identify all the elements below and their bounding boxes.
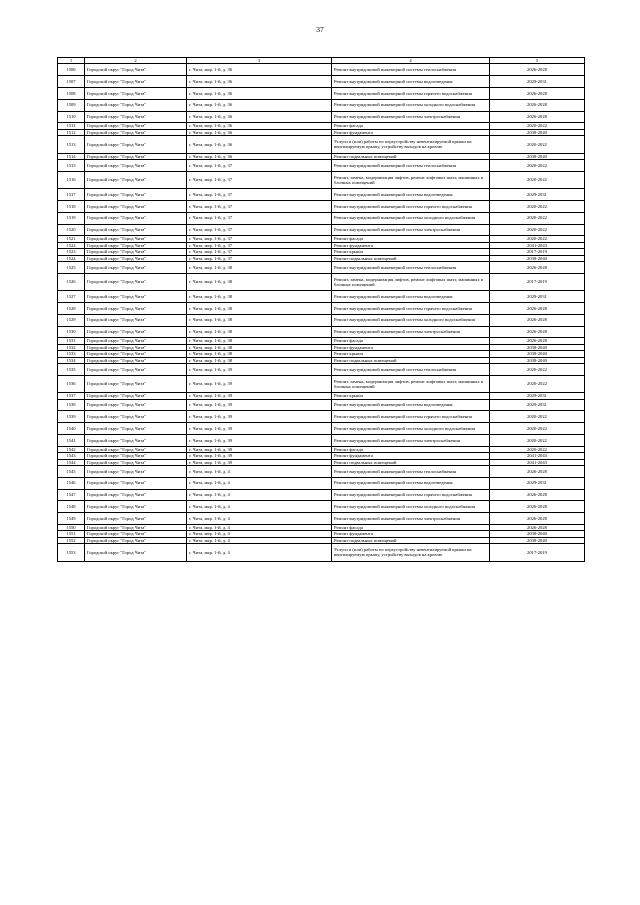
table-row [58,224,585,236]
organization-cell: Городской округ "Город Чита" [85,153,187,159]
row-number-cell: 1528 [58,302,85,314]
period-cell: 2029-2031 [490,393,585,399]
table-row [58,501,585,513]
work-type-cell: Ремонт внутридомовой инженерной системы горячего водоснабжения [332,411,490,423]
period-cell: 2020-2022 [490,364,585,376]
row-number-cell: 1517 [58,189,85,201]
period-cell: 2038-2040 [490,357,585,363]
work-type-cell: Ремонт внутридомовой инженерной системы холодного водоснабжения [332,99,490,111]
organization-cell: Городской округ "Город Чита" [85,434,187,446]
organization-cell: Городской округ "Город Чита" [85,393,187,399]
address-cell: г. Чита, мкр. 1-й, д. 39 [187,446,332,452]
period-cell: 2029-2031 [490,291,585,303]
period-cell: 2026-2028 [490,314,585,326]
row-number-cell: 1551 [58,531,85,537]
work-type-cell: Ремонт крыши [332,351,490,357]
work-type-cell: Ремонт фундамента [332,344,490,350]
address-cell: г. Чита, мкр. 1-й, д. 36 [187,99,332,111]
organization-cell: Городской округ "Город Чита" [85,531,187,537]
work-type-cell: Ремонт, замена, модернизация лифтов, ремонт лифтовых шахт, машинных и блочных помещений [332,375,490,392]
address-cell: г. Чита, мкр. 1-й, д. 37 [187,212,332,224]
work-type-cell: Ремонт внутридомовой инженерной системы теплоснабжения [332,466,490,478]
work-type-cell: Ремонт фундамента [332,453,490,459]
address-cell: г. Чита, мкр. 1-й, д. 36 [187,88,332,100]
address-cell: г. Чита, мкр. 1-й, д. 4 [187,544,332,561]
period-cell: 2038-2040 [490,531,585,537]
work-type-cell: Ремонт фасада [332,236,490,242]
organization-cell: Городской округ "Город Чита" [85,291,187,303]
row-number-cell: 1526 [58,273,85,290]
address-cell: г. Чита, мкр. 1-й, д. 37 [187,255,332,261]
row-number-cell: 1522 [58,242,85,248]
row-number-cell: 1525 [58,262,85,274]
column-header: 3 [187,58,332,64]
work-type-cell: Ремонт внутридомовой инженерной системы холодного водоснабжения [332,423,490,435]
organization-cell: Городской округ "Город Чита" [85,399,187,411]
row-number-cell: 1515 [58,160,85,172]
organization-cell: Городской округ "Город Чита" [85,314,187,326]
period-cell: 2026-2028 [490,111,585,123]
row-number-cell: 1532 [58,344,85,350]
work-type-cell: Ремонт внутридомовой инженерной системы водоотведения [332,477,490,489]
organization-cell: Городской округ "Город Чита" [85,364,187,376]
period-cell: 2026-2028 [490,513,585,525]
row-number-cell: 1506 [58,64,85,76]
period-cell: 2020-2022 [490,224,585,236]
organization-cell: Городской округ "Город Чита" [85,249,187,255]
row-number-cell: 1523 [58,249,85,255]
address-cell: г. Чита, мкр. 1-й, д. 36 [187,123,332,129]
address-cell: г. Чита, мкр. 1-й, д. 39 [187,393,332,399]
table-row [58,302,585,314]
address-cell: г. Чита, мкр. 1-й, д. 38 [187,344,332,350]
organization-cell: Городской округ "Город Чита" [85,326,187,338]
period-cell: 2038-2040 [490,344,585,350]
work-type-cell: Ремонт внутридомовой инженерной системы электроснабжения [332,224,490,236]
work-type-cell: Ремонт подвальных помещений [332,537,490,543]
table-row [58,273,585,290]
row-number-cell: 1534 [58,357,85,363]
period-cell: 2029-2031 [490,76,585,88]
work-type-cell: Ремонт подвальных помещений [332,255,490,261]
table-row [58,160,585,172]
organization-cell: Городской округ "Город Чита" [85,544,187,561]
work-type-cell: Ремонт внутридомовой инженерной системы холодного водоснабжения [332,314,490,326]
organization-cell: Городской округ "Город Чита" [85,351,187,357]
period-cell: 2017-2019 [490,544,585,561]
address-cell: г. Чита, мкр. 1-й, д. 4 [187,501,332,513]
row-number-cell: 1544 [58,459,85,465]
address-cell: г. Чита, мкр. 1-й, д. 38 [187,291,332,303]
period-cell: 2041-2043 [490,453,585,459]
address-cell: г. Чита, мкр. 1-й, д. 4 [187,531,332,537]
organization-cell: Городской округ "Город Чита" [85,524,187,530]
organization-cell: Городской округ "Город Чита" [85,302,187,314]
table-row [58,375,585,392]
organization-cell: Городской округ "Город Чита" [85,357,187,363]
work-type-cell: Услуги и (или) работы по переустройству невентилируемой крыши на вентилируемую крышу, устройству выходов на кровлю [332,544,490,561]
row-number-cell: 1516 [58,171,85,188]
column-header: 2 [85,58,187,64]
work-type-cell: Ремонт внутридомовой инженерной системы горячего водоснабжения [332,200,490,212]
work-type-cell: Ремонт, замена, модернизация лифтов, ремонт лифтовых шахт, машинных и блочных помещений [332,273,490,290]
table-row [58,364,585,376]
row-number-cell: 1524 [58,255,85,261]
work-type-cell: Ремонт внутридомовой инженерной системы горячего водоснабжения [332,489,490,501]
address-cell: г. Чита, мкр. 1-й, д. 37 [187,242,332,248]
period-cell: 2038-2040 [490,537,585,543]
address-cell: г. Чита, мкр. 1-й, д. 4 [187,524,332,530]
address-cell: г. Чита, мкр. 1-й, д. 37 [187,224,332,236]
address-cell: г. Чита, мкр. 1-й, д. 4 [187,537,332,543]
work-type-cell: Ремонт крыши [332,393,490,399]
column-header: 4 [332,58,490,64]
work-type-cell: Ремонт внутридомовой инженерной системы электроснабжения [332,326,490,338]
work-type-cell: Ремонт фасада [332,446,490,452]
address-cell: г. Чита, мкр. 1-й, д. 4 [187,477,332,489]
table-row [58,99,585,111]
work-type-cell: Ремонт фасада [332,338,490,344]
work-type-cell: Ремонт подвальных помещений [332,153,490,159]
address-cell: г. Чита, мкр. 1-й, д. 37 [187,249,332,255]
row-number-cell: 1536 [58,375,85,392]
column-header: 5 [490,58,585,64]
address-cell: г. Чита, мкр. 1-й, д. 36 [187,153,332,159]
row-number-cell: 1507 [58,76,85,88]
organization-cell: Городской округ "Город Чита" [85,76,187,88]
address-cell: г. Чита, мкр. 1-й, д. 38 [187,314,332,326]
table-row [58,88,585,100]
address-cell: г. Чита, мкр. 1-й, д. 36 [187,111,332,123]
row-number-cell: 1527 [58,291,85,303]
organization-cell: Городской округ "Город Чита" [85,411,187,423]
row-number-cell: 1531 [58,338,85,344]
table-row [58,136,585,153]
organization-cell: Городской округ "Город Чита" [85,212,187,224]
period-cell: 2020-2022 [490,136,585,153]
address-cell: г. Чита, мкр. 1-й, д. 38 [187,262,332,274]
row-number-cell: 1513 [58,136,85,153]
row-number-cell: 1543 [58,453,85,459]
table-row [58,64,585,76]
work-type-cell: Ремонт внутридомовой инженерной системы электроснабжения [332,111,490,123]
row-number-cell: 1520 [58,224,85,236]
period-cell: 2029-2031 [490,477,585,489]
address-cell: г. Чита, мкр. 1-й, д. 39 [187,453,332,459]
organization-cell: Городской округ "Город Чита" [85,459,187,465]
work-type-cell: Ремонт внутридомовой инженерной системы холодного водоснабжения [332,212,490,224]
work-type-cell: Ремонт внутридомовой инженерной системы холодного водоснабжения [332,501,490,513]
table-row [58,76,585,88]
table-row [58,314,585,326]
organization-cell: Городской округ "Город Чита" [85,537,187,543]
table-row [58,423,585,435]
organization-cell: Городской округ "Город Чита" [85,423,187,435]
period-cell: 2020-2022 [490,236,585,242]
row-number-cell: 1552 [58,537,85,543]
organization-cell: Городской округ "Город Чита" [85,501,187,513]
table-row [58,411,585,423]
organization-cell: Городской округ "Город Чита" [85,453,187,459]
organization-cell: Городской округ "Город Чита" [85,242,187,248]
work-type-cell: Ремонт внутридомовой инженерной системы теплоснабжения [332,262,490,274]
row-number-cell: 1511 [58,123,85,129]
work-type-cell: Ремонт крыши [332,249,490,255]
row-number-cell: 1530 [58,326,85,338]
organization-cell: Городской округ "Город Чита" [85,477,187,489]
row-number-cell: 1508 [58,88,85,100]
period-cell: 2020-2022 [490,434,585,446]
work-type-cell: Ремонт внутридомовой инженерной системы теплоснабжения [332,364,490,376]
organization-cell: Городской округ "Город Чита" [85,466,187,478]
row-number-cell: 1510 [58,111,85,123]
row-number-cell: 1549 [58,513,85,525]
organization-cell: Городской округ "Город Чита" [85,64,187,76]
work-type-cell: Ремонт, замена, модернизация лифтов, ремонт лифтовых шахт, машинных и блочных помещений [332,171,490,188]
address-cell: г. Чита, мкр. 1-й, д. 36 [187,76,332,88]
period-cell: 2026-2028 [490,88,585,100]
period-cell: 2026-2028 [490,326,585,338]
address-cell: г. Чита, мкр. 1-й, д. 38 [187,357,332,363]
period-cell: 2020-2022 [490,171,585,188]
row-number-cell: 1548 [58,501,85,513]
work-type-cell: Ремонт подвальных помещений [332,459,490,465]
row-number-cell: 1514 [58,153,85,159]
table-row [58,189,585,201]
table-row [58,291,585,303]
address-cell: г. Чита, мкр. 1-й, д. 39 [187,459,332,465]
period-cell: 2029-2031 [490,399,585,411]
organization-cell: Городской округ "Город Чита" [85,375,187,392]
address-cell: г. Чита, мкр. 1-й, д. 37 [187,189,332,201]
organization-cell: Городской округ "Город Чита" [85,111,187,123]
address-cell: г. Чита, мкр. 1-й, д. 4 [187,466,332,478]
row-number-cell: 1550 [58,524,85,530]
row-number-cell: 1545 [58,466,85,478]
row-number-cell: 1537 [58,393,85,399]
period-cell: 2020-2022 [490,423,585,435]
organization-cell: Городской округ "Город Чита" [85,255,187,261]
address-cell: г. Чита, мкр. 1-й, д. 39 [187,399,332,411]
period-cell: 2017-2019 [490,249,585,255]
table-row [58,171,585,188]
work-type-cell: Ремонт фасада [332,524,490,530]
row-number-cell: 1547 [58,489,85,501]
work-type-cell: Ремонт внутридомовой инженерной системы теплоснабжения [332,160,490,172]
organization-cell: Городской округ "Город Чита" [85,338,187,344]
row-number-cell: 1519 [58,212,85,224]
table-row [58,200,585,212]
address-cell: г. Чита, мкр. 1-й, д. 37 [187,160,332,172]
table-row [58,513,585,525]
row-number-cell: 1540 [58,423,85,435]
repair-schedule-table [57,57,585,562]
organization-cell: Городской округ "Город Чита" [85,88,187,100]
organization-cell: Городской округ "Город Чита" [85,446,187,452]
work-type-cell: Ремонт фасада [332,123,490,129]
organization-cell: Городской округ "Город Чита" [85,224,187,236]
table-row [58,326,585,338]
table-row [58,489,585,501]
work-type-cell: Ремонт подвальных помещений [332,357,490,363]
period-cell: 2026-2028 [490,99,585,111]
period-cell: 2038-2040 [490,153,585,159]
period-cell: 2041-2043 [490,459,585,465]
period-cell: 2029-2031 [490,189,585,201]
work-type-cell: Ремонт внутридомовой инженерной системы электроснабжения [332,434,490,446]
organization-cell: Городской округ "Город Чита" [85,273,187,290]
organization-cell: Городской округ "Город Чита" [85,489,187,501]
period-cell: 2020-2022 [490,212,585,224]
address-cell: г. Чита, мкр. 1-й, д. 38 [187,326,332,338]
address-cell: г. Чита, мкр. 1-й, д. 38 [187,273,332,290]
table-row [58,466,585,478]
work-type-cell: Ремонт внутридомовой инженерной системы водоотведения [332,399,490,411]
address-cell: г. Чита, мкр. 1-й, д. 38 [187,302,332,314]
organization-cell: Городской округ "Город Чита" [85,513,187,525]
row-number-cell: 1509 [58,99,85,111]
address-cell: г. Чита, мкр. 1-й, д. 36 [187,136,332,153]
period-cell: 2020-2022 [490,446,585,452]
organization-cell: Городской округ "Город Чита" [85,171,187,188]
table-row [58,262,585,274]
address-cell: г. Чита, мкр. 1-й, д. 39 [187,375,332,392]
period-cell: 2020-2022 [490,123,585,129]
period-cell: 2020-2022 [490,160,585,172]
row-number-cell: 1541 [58,434,85,446]
address-cell: г. Чита, мкр. 1-й, д. 37 [187,200,332,212]
address-cell: г. Чита, мкр. 1-й, д. 37 [187,236,332,242]
address-cell: г. Чита, мкр. 1-й, д. 39 [187,364,332,376]
address-cell: г. Чита, мкр. 1-й, д. 36 [187,64,332,76]
table-row [58,212,585,224]
address-cell: г. Чита, мкр. 1-й, д. 38 [187,338,332,344]
organization-cell: Городской округ "Город Чита" [85,262,187,274]
period-cell: 2026-2028 [490,466,585,478]
work-type-cell: Ремонт фундамента [332,242,490,248]
table-row [58,544,585,561]
work-type-cell: Ремонт фундамента [332,129,490,135]
table-row [58,434,585,446]
address-cell: г. Чита, мкр. 1-й, д. 38 [187,351,332,357]
organization-cell: Городской округ "Город Чита" [85,160,187,172]
period-cell: 2026-2028 [490,302,585,314]
work-type-cell: Ремонт внутридомовой инженерной системы горячего водоснабжения [332,302,490,314]
row-number-cell: 1538 [58,399,85,411]
organization-cell: Городской округ "Город Чита" [85,200,187,212]
page-number: 37 [316,25,324,34]
table-row [58,399,585,411]
row-number-cell: 1542 [58,446,85,452]
organization-cell: Городской округ "Город Чита" [85,136,187,153]
period-cell: 2026-2028 [490,489,585,501]
work-type-cell: Ремонт внутридомовой инженерной системы водоотведения [332,189,490,201]
address-cell: г. Чита, мкр. 1-й, д. 39 [187,423,332,435]
period-cell: 2026-2028 [490,524,585,530]
organization-cell: Городской округ "Город Чита" [85,236,187,242]
work-type-cell: Ремонт внутридомовой инженерной системы теплоснабжения [332,64,490,76]
address-cell: г. Чита, мкр. 1-й, д. 36 [187,129,332,135]
work-type-cell: Ремонт фундамента [332,531,490,537]
row-number-cell: 1535 [58,364,85,376]
organization-cell: Городской округ "Город Чита" [85,344,187,350]
address-cell: г. Чита, мкр. 1-й, д. 37 [187,171,332,188]
address-cell: г. Чита, мкр. 1-й, д. 4 [187,489,332,501]
row-number-cell: 1518 [58,200,85,212]
address-cell: г. Чита, мкр. 1-й, д. 39 [187,434,332,446]
organization-cell: Городской округ "Город Чита" [85,129,187,135]
row-number-cell: 1553 [58,544,85,561]
period-cell: 2038-2040 [490,351,585,357]
row-number-cell: 1521 [58,236,85,242]
row-number-cell: 1529 [58,314,85,326]
period-cell: 2020-2022 [490,411,585,423]
address-cell: г. Чита, мкр. 1-й, д. 4 [187,513,332,525]
period-cell: 2026-2028 [490,262,585,274]
period-cell: 2041-2043 [490,242,585,248]
column-header: 1 [58,58,85,64]
period-cell: 2020-2022 [490,375,585,392]
organization-cell: Городской округ "Город Чита" [85,99,187,111]
row-number-cell: 1539 [58,411,85,423]
work-type-cell: Ремонт внутридомовой инженерной системы электроснабжения [332,513,490,525]
period-cell: 2038-2040 [490,129,585,135]
period-cell: 2026-2028 [490,501,585,513]
address-cell: г. Чита, мкр. 1-й, д. 39 [187,411,332,423]
row-number-cell: 1546 [58,477,85,489]
work-type-cell: Ремонт внутридомовой инженерной системы горячего водоснабжения [332,88,490,100]
row-number-cell: 1533 [58,351,85,357]
row-number-cell: 1512 [58,129,85,135]
period-cell: 2017-2019 [490,273,585,290]
period-cell: 2026-2028 [490,338,585,344]
organization-cell: Городской округ "Город Чита" [85,123,187,129]
table-row [58,477,585,489]
work-type-cell: Ремонт внутридомовой инженерной системы водоотведения [332,291,490,303]
period-cell: 2020-2022 [490,200,585,212]
period-cell: 2026-2028 [490,64,585,76]
period-cell: 2038-2040 [490,255,585,261]
organization-cell: Городской округ "Город Чита" [85,189,187,201]
table-row [58,111,585,123]
work-type-cell: Услуги и (или) работы по переустройству невентилируемой крыши на вентилируемую крышу, устройству выходов на кровлю [332,136,490,153]
work-type-cell: Ремонт внутридомовой инженерной системы водоотведения [332,76,490,88]
